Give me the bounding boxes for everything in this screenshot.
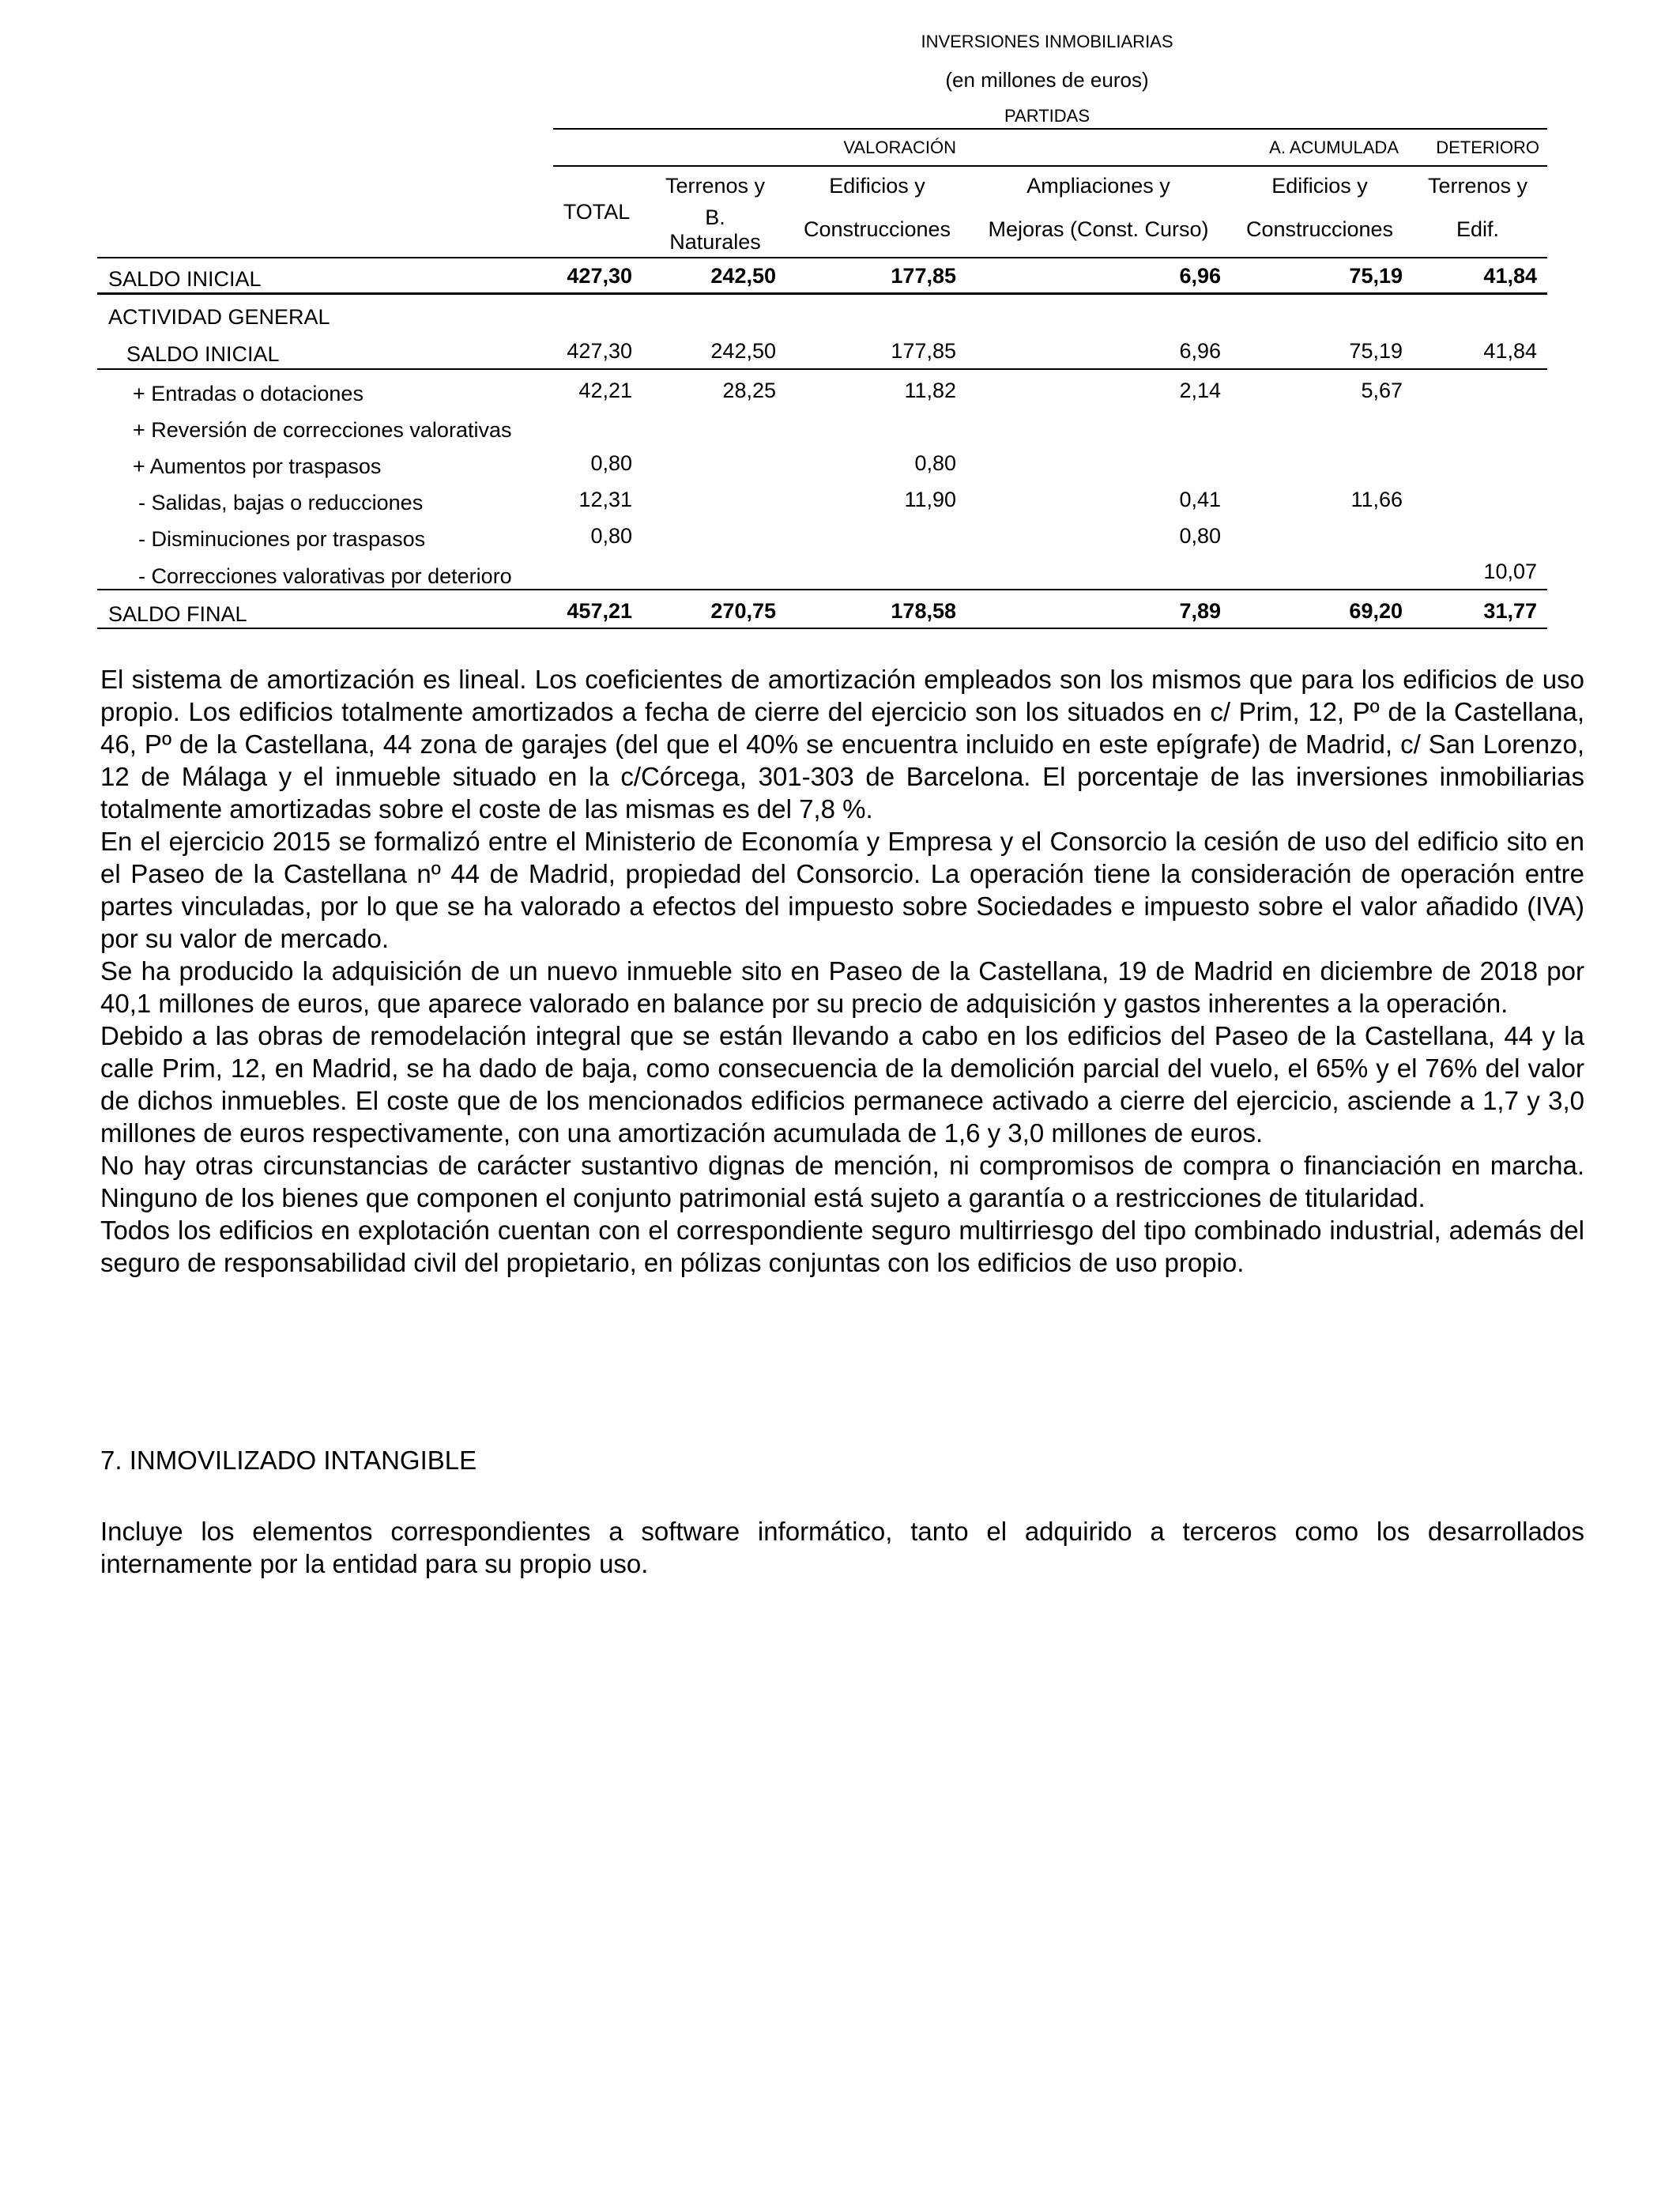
cell-edificios: 0,80 bbox=[914, 451, 956, 475]
cell-total: 457,21 bbox=[567, 599, 632, 623]
cell-acumulada: 11,66 bbox=[1350, 488, 1403, 511]
col-terrenos-l3: Naturales bbox=[669, 230, 761, 254]
table-row bbox=[0, 303, 1680, 338]
partidas-header: PARTIDAS bbox=[1004, 106, 1090, 126]
table-row bbox=[0, 453, 1680, 488]
cell-ampliaciones: 7,89 bbox=[1179, 599, 1221, 623]
cell-total: 12,31 bbox=[578, 488, 632, 511]
col-deter-l2: Edif. bbox=[1456, 217, 1500, 241]
table-row bbox=[0, 560, 1680, 598]
row-label: + Aumentos por traspasos bbox=[133, 454, 382, 478]
cell-total: 427,30 bbox=[567, 339, 632, 363]
table-row bbox=[0, 380, 1680, 415]
col-acum-l1: Edificios y bbox=[1271, 174, 1368, 198]
paragraph: En el ejercicio 2015 se formalizó entre el Ministerio de Economía y Empresa y el Consorcio la cesión de uso del edificio sito en el Paseo de la Castellana nº 44 de Madrid, propiedad del Consorcio. La operación tiene la consideración de operación entre partes vinculadas, por lo que se ha valorado a efectos del impuesto sobre Sociedades e impuesto sobre el valor añadido (IVA) por su valor de mercado. bbox=[100, 827, 1584, 953]
group-acumulada: A. ACUMULADA bbox=[1269, 138, 1399, 157]
paragraph: No hay otras circunstancias de carácter sustantivo dignas de mención, ni compromisos de compra o financiación en marcha. Ninguno de los bienes que componen el conjunto patrimonial está sujeto a garantía o a restricciones de titularidad. bbox=[100, 1151, 1584, 1212]
cell-acumulada: 69,20 bbox=[1349, 599, 1403, 623]
cell-acumulada: 75,19 bbox=[1349, 339, 1403, 363]
table-row bbox=[0, 489, 1680, 524]
row-label: + Entradas o dotaciones bbox=[133, 382, 363, 405]
cell-deterioro: 31,77 bbox=[1483, 599, 1537, 623]
col-ampliaciones-l1: Ampliaciones y bbox=[1026, 174, 1170, 198]
cell-edificios: 178,58 bbox=[891, 599, 956, 623]
section-heading: 7. INMOVILIZADO INTANGIBLE bbox=[100, 1446, 477, 1475]
cell-ampliaciones: 6,96 bbox=[1179, 264, 1221, 288]
col-total: TOTAL bbox=[563, 200, 631, 224]
row-label: SALDO INICIAL bbox=[108, 267, 262, 291]
row-rule bbox=[97, 368, 1547, 370]
row-label: - Disminuciones por traspasos bbox=[138, 527, 426, 551]
cell-total: 42,21 bbox=[578, 379, 632, 402]
table-row bbox=[0, 526, 1680, 560]
cell-edificios: 11,90 bbox=[904, 488, 956, 511]
paragraph: Debido a las obras de remodelación integral que se están llevando a cabo en los edificios del Paseo de la Castellana, 44 y la calle Prim, 12, en Madrid, se ha dado de baja, como consecuencia de la demolición parcial del vuelo, el 65% y el 76% del valor de dichos inmuebles. El coste que de los mencionados edificios permanece activado a cierre del ejercicio, asciende a 1,7 y 3,0 millones de euros respectivamente, con una amortización acumulada de 1,6 y 3,0 millones de euros. bbox=[100, 1021, 1584, 1148]
cell-acumulada: 75,19 bbox=[1349, 264, 1403, 288]
group-valoracion: VALORACIÓN bbox=[843, 138, 956, 157]
col-acum-l2: Construcciones bbox=[1245, 217, 1394, 241]
row-label: SALDO FINAL bbox=[108, 602, 247, 626]
cell-terrenos: 270,75 bbox=[710, 599, 776, 623]
cell-total: 0,80 bbox=[590, 451, 632, 475]
cell-total: 0,80 bbox=[590, 524, 632, 548]
col-edificios-l2: Construcciones bbox=[803, 217, 951, 241]
table-unit: (en millones de euros) bbox=[945, 68, 1149, 92]
cell-deterioro: 41,84 bbox=[1483, 264, 1537, 288]
col-terrenos-l2: B. bbox=[705, 205, 725, 229]
cell-deterioro: 10,07 bbox=[1483, 560, 1537, 583]
cell-acumulada: 5,67 bbox=[1361, 379, 1403, 402]
row-label: SALDO INICIAL bbox=[126, 342, 280, 366]
paragraph: Todos los edificios en explotación cuentan con el correspondiente seguro multirriesgo del tipo combinado industrial, además del seguro de responsabilidad civil del propietario, en pólizas conjuntas con los edificios de uso propio. bbox=[100, 1216, 1584, 1277]
col-edificios-l1: Edificios y bbox=[829, 174, 925, 198]
cell-edificios: 177,85 bbox=[891, 339, 956, 363]
cell-terrenos: 28,25 bbox=[722, 379, 776, 402]
row-label: ACTIVIDAD GENERAL bbox=[108, 305, 330, 329]
table-row bbox=[0, 341, 1680, 375]
section-body bbox=[100, 1515, 1584, 1580]
cell-edificios: 177,85 bbox=[891, 264, 956, 288]
col-deter-l1: Terrenos y bbox=[1427, 174, 1528, 198]
row-rule bbox=[97, 292, 1547, 295]
cell-terrenos: 242,50 bbox=[710, 264, 776, 288]
table-row bbox=[0, 266, 1680, 300]
cell-ampliaciones: 6,96 bbox=[1179, 339, 1221, 363]
table-row bbox=[0, 417, 1680, 451]
cell-edificios: 11,82 bbox=[904, 379, 956, 402]
col-ampliaciones-l2: Mejoras (Const. Curso) bbox=[988, 217, 1209, 241]
cell-deterioro: 41,84 bbox=[1483, 339, 1537, 363]
cell-ampliaciones: 0,41 bbox=[1179, 488, 1221, 511]
table-top-rule bbox=[97, 257, 1547, 258]
table-title: INVERSIONES INMOBILIARIAS bbox=[921, 32, 1173, 51]
table-row bbox=[0, 601, 1680, 635]
row-label: + Reversión de correcciones valorativas bbox=[133, 418, 512, 442]
paragraph: Incluye los elementos correspondientes a software informático, tanto el adquirido a terceros como los desarrollados internamente por la entidad para su propio uso. bbox=[100, 1517, 1584, 1578]
cell-terrenos: 242,50 bbox=[710, 339, 776, 363]
row-label: - Correcciones valorativas por deterioro bbox=[138, 564, 512, 588]
paragraph: El sistema de amortización es lineal. Los coeficientes de amortización empleados son los mismos que para los edificios de uso propio. Los edificios totalmente amortizados a fecha de cierre del ejercicio son los situados en c/ Prim, 12, Pº de la Castellana, 46, Pº de la Castellana, 44 zona de garajes (del que el 40% se encuentra incluido en este epígrafe) de Madrid, c/ San Lorenzo, 12 de Málaga y el inmueble situado en la c/Córcega, 301-303 de Barcelona. El porcentaje de las inversiones inmobiliarias totalmente amortizadas sobre el coste de las mismas es del 7,8 %. bbox=[100, 665, 1584, 824]
header-rule bbox=[553, 128, 1547, 130]
cell-ampliaciones: 2,14 bbox=[1179, 379, 1221, 402]
cell-ampliaciones: 0,80 bbox=[1179, 524, 1221, 548]
paragraph: Se ha producido la adquisición de un nuevo inmueble sito en Paseo de la Castellana, 19 de Madrid en diciembre de 2018 por 40,1 millones de euros, que aparece valorado en balance por su precio de adquisición y gastos inherentes a la operación. bbox=[100, 956, 1584, 1018]
table-bottom-rule bbox=[97, 628, 1547, 629]
row-rule bbox=[97, 589, 1547, 590]
group-rule bbox=[553, 165, 1547, 167]
group-deterioro: DETERIORO bbox=[1436, 138, 1539, 157]
body-text bbox=[100, 663, 1584, 1279]
row-label: - Salidas, bajas o reducciones bbox=[138, 491, 424, 515]
col-terrenos-l1: Terrenos y bbox=[665, 174, 766, 198]
cell-total: 427,30 bbox=[567, 264, 632, 288]
